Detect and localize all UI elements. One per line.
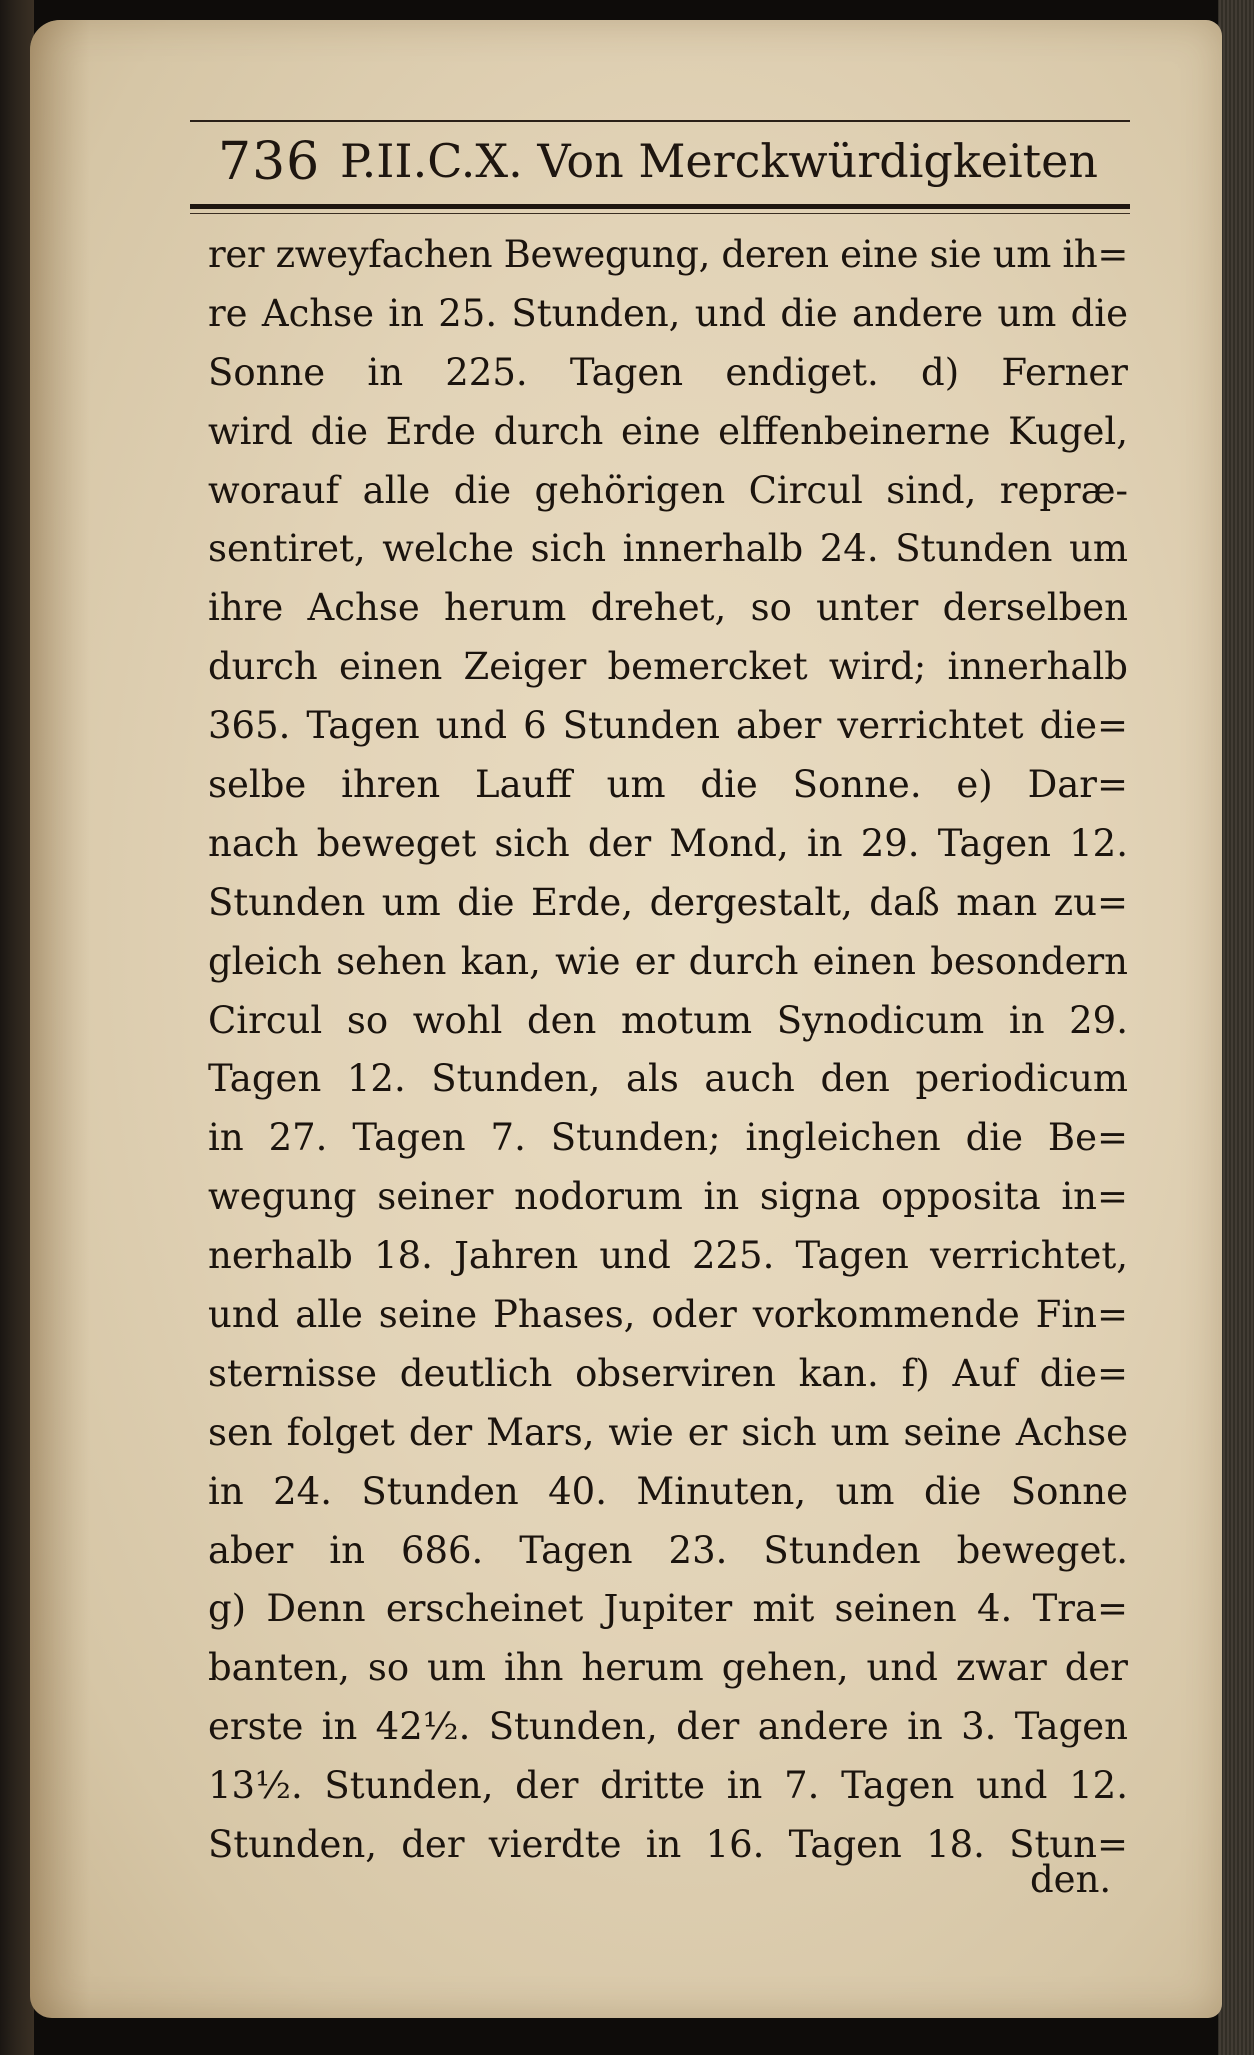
gutter-shadow	[30, 20, 90, 2018]
text-line: durch einen Zeiger bemercket wird; innerhalb	[208, 645, 1128, 689]
text-line: aber in 686. Tagen 23. Stunden beweget.	[208, 1528, 1128, 1572]
text-line: sentiret, welche sich innerhalb 24. Stunden um	[208, 527, 1128, 571]
page-number: 736	[218, 132, 321, 192]
book-binding	[0, 0, 34, 2055]
catchword: den.	[1030, 1858, 1112, 1901]
text-line: wird die Erde durch eine elffenbeinerne Kugel,	[208, 409, 1128, 453]
text-line: Sonne in 225. Tagen endiget. d) Ferner	[208, 350, 1128, 394]
text-line: g) Denn erscheinet Jupiter mit seinen 4. Tra=	[208, 1587, 1128, 1631]
text-line: 13½. Stunden, der dritte in 7. Tagen und 12.	[208, 1764, 1128, 1808]
body-text	[208, 226, 1128, 1875]
text-line: gleich sehen kan, wie er durch einen besondern	[208, 939, 1128, 983]
text-line: Circul so wohl den motum Synodicum in 29.	[208, 998, 1128, 1042]
page-header	[190, 120, 1130, 216]
text-line: und alle seine Phases, oder vorkommende Fin=	[208, 1293, 1128, 1337]
text-line: wegung seiner nodorum in signa opposita in=	[208, 1175, 1128, 1219]
text-line: Tagen 12. Stunden, als auch den periodicum	[208, 1057, 1128, 1101]
text-line: in 27. Tagen 7. Stunden; ingleichen die Be=	[208, 1116, 1128, 1160]
text-line: banten, so um ihn herum gehen, und zwar der	[208, 1646, 1128, 1690]
text-line: re Achse in 25. Stunden, und die andere um die	[208, 291, 1128, 335]
page-sheet	[30, 20, 1222, 2018]
text-line: selbe ihren Lauff um die Sonne. e) Dar=	[208, 763, 1128, 807]
text-line: in 24. Stunden 40. Minuten, um die Sonne	[208, 1469, 1128, 1513]
text-line: rer zweyfachen Bewegung, deren eine sie um ih=	[208, 233, 1128, 276]
text-line: erste in 42½. Stunden, der andere in 3. Tagen	[208, 1705, 1128, 1749]
text-line: Stunden um die Erde, dergestalt, daß man zu=	[208, 880, 1128, 924]
text-line: nerhalb 18. Jahren und 225. Tagen verrichtet,	[208, 1234, 1128, 1278]
text-line: nach beweget sich der Mond, in 29. Tagen 12.	[208, 821, 1128, 865]
page-edges	[1218, 0, 1254, 2055]
header-rule-thin	[190, 213, 1130, 214]
text-line: ihre Achse herum drehet, so unter derselben	[208, 586, 1128, 630]
text-line: Stunden, der vierdte in 16. Tagen 18. Stun=	[208, 1823, 1128, 1867]
text-line: 365. Tagen und 6 Stunden aber verrichtet die=	[208, 704, 1128, 748]
header-rule-thick	[190, 204, 1130, 209]
text-line: worauf alle die gehörigen Circul sind, repræ-	[208, 468, 1128, 512]
text-line: sen folget der Mars, wie er sich um seine Achse	[208, 1410, 1128, 1454]
text-line: sternisse deutlich observiren kan. f) Auf die=	[208, 1351, 1128, 1395]
running-title: P.II.C.X. Von Merckwürdigkeiten	[340, 134, 1099, 188]
header-rule-top	[190, 120, 1130, 122]
